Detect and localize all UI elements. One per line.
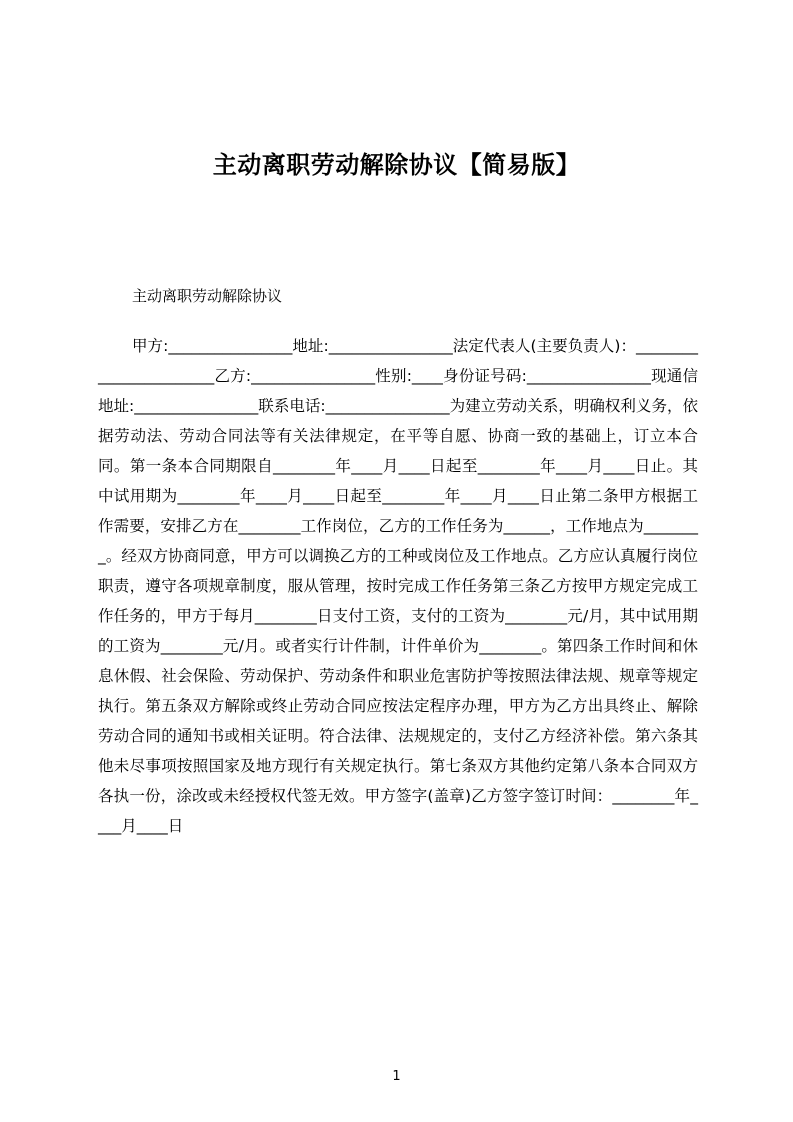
document-subtitle: 主动离职劳动解除协议 [132, 287, 283, 305]
page-number: 1 [392, 1069, 401, 1084]
agreement-body-text: 甲方:________________地址:________________法定代表人(主要负责人)：_______________________乙方:________________性别:____身份证号码:________________现通信地址:________________联系电话:________________为建立劳动关系，明确权利义务，依据劳动法、劳动合同法等有关法律规定，在平等自愿、协商一致的基础上，订立本合同。第一条本合同期限自________年____月____日起至________年____月____日止。其中试用期为________年____月____日起至________年____月____日止第二条甲方根据工作需要，安排乙方在________工作岗位，乙方的工作任务为______，工作地点为________。经双方协商同意，甲方可以调换乙方的工种或岗位及工作地点。乙方应认真履行岗位职责，遵守各项规章制度，服从管理，按时完成工作任务第三条乙方按甲方规定完成工作任务的，甲方于每月________日支付工资，支付的工资为________元/月，其中试用期的工资为________元/月。或者实行计件制，计件单价为________。第四条工作时间和休息休假、社会保险、劳动保护、劳动条件和职业危害防护等按照法律法规、规章等规定执行。第五条双方解除或终止劳动合同应按法定程序办理，甲方为乙方出具终止、解除劳动合同的通知书或相关证明。符合法律、法规规定的，支付乙方经济补偿。第六条其他未尽事项按照国家及地方现行有关规定执行。第七条双方其他约定第八条本合同双方各执一份，涂改或未经授权代签无效。甲方签字(盖章)乙方签字签订时间：________年____月____日 [98, 337, 698, 835]
document-body [98, 283, 698, 841]
page-title: 主动离职劳动解除协议【简易版】 [212, 151, 581, 180]
